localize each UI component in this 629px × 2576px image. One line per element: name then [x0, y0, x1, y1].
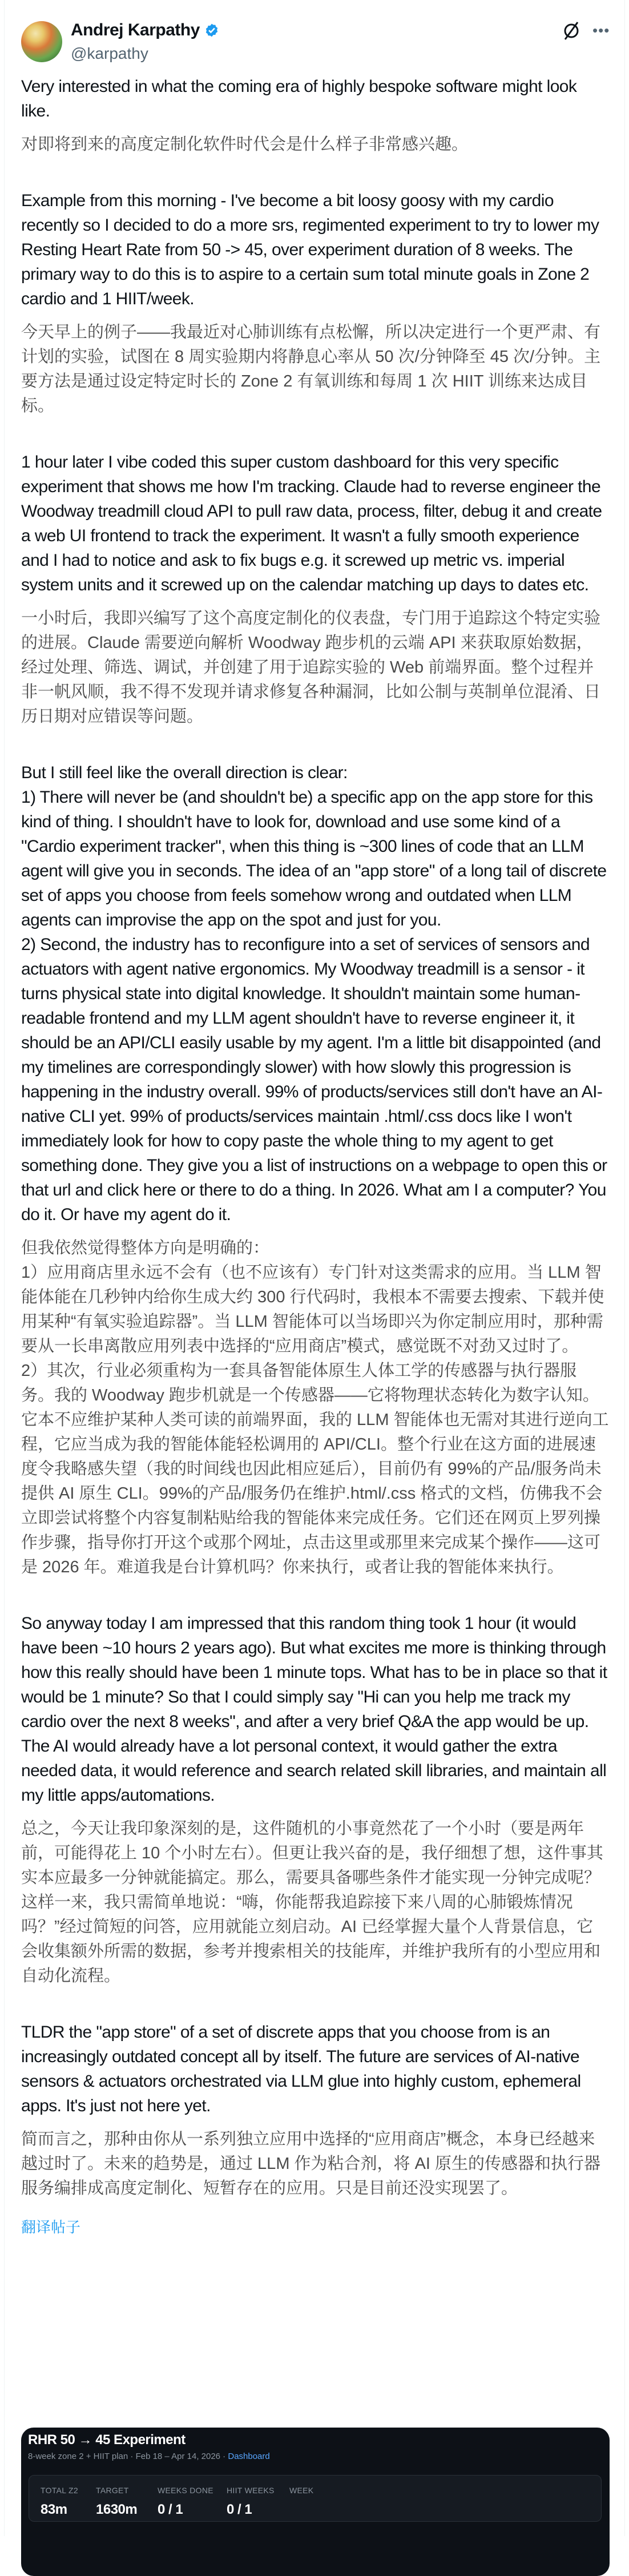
paragraph-zh: 简而言之，那种由你从一系列独立应用中选择的“应用商店”概念，本身已经越来越过时了。未来的趋势是，通过 LLM 作为粘合剂，将 AI 原生的传感器和执行器服务编排成高度定制化、短暂存在的应用。只是目前还没实现罢了。	[21, 2130, 601, 2197]
dashboard-subtitle-text: 8-week zone 2 + HIIT plan · Feb 18 – Apr 14, 2026 ·	[28, 2452, 228, 2461]
paragraph-pair	[21, 760, 609, 1580]
stat-value: 0 / 1	[227, 2502, 252, 2517]
stats-panel	[29, 2475, 602, 2522]
paragraph-zh: 今天早上的例子——我最近对心肺训练有点松懈，所以决定进行一个更严肃、有计划的实验，试图在 8 周实验期内将静息心率从 50 次/分钟降至 45 次/分钟。主要方法是通过设定特定时长的 Zone 2 有氧训练和每周 1 次 HIIT 训练来达成目标。	[21, 323, 601, 415]
stat-target	[96, 2486, 137, 2518]
verified-badge-icon	[204, 23, 219, 38]
translate-post-link[interactable]: 翻译帖子	[21, 2219, 81, 2236]
paragraph-pair	[21, 188, 609, 418]
stat-weeks-done	[158, 2486, 213, 2518]
paragraph-en: But I still feel like the overall direction is clear: 1) There will never be (and shouldn't be) a specific app on the app store for this kind of thing. I shouldn't have to look for, download and use some kind of a "Cardio experiment tracker", when this thing is ~300 lines of code that an LLM agent will give you in seconds. The idea of an "app store" of a long tail of discrete set of apps you choose from feels somehow wrong and outdated when LLM agents can improvise the app on the spot and just for you. 2) Second, the industry has to reconfigure into a set of services of sensors and actuators with agent native ergonomics. My Woodway treadmill is a sensor - it turns physical state into digital knowledge. It shouldn't maintain some human-readable frontend and my LLM agent shouldn't have to reverse engineer it, it should be an API/CLI easily usable by my agent. I'm a little bit disappointed (and my timelines are correspondingly slower) with how slowly this progression is happening in the industry overall. 99% of products/services still don't have an AI-native CLI yet. 99% of products/services maintain .html/.css docs like I won't immediately look for how to copy paste the whole thing to my agent to get something done. They give you a list of instructions on a webpage to open this or that url and click here or there to do a thing. In 2026. What am I a computer? You do it. Or have my agent do it.	[21, 763, 607, 1224]
dashboard-subtitle	[28, 2452, 270, 2461]
author-name[interactable]	[71, 21, 219, 40]
avatar[interactable]	[21, 21, 62, 62]
paragraph-pair	[21, 1611, 609, 1989]
stat-label: TARGET	[96, 2486, 129, 2495]
paragraph-zh: 总之，今天让我印象深刻的是，这件随机的小事竟然花了一个小时（要是两年前，可能得花上 10 个小时左右）。但更让我兴奋的是，我仔细想了想，这件事其实本应最多一分钟就能搞定。那么，需要具备哪些条件才能实现一分钟完成呢？这样一来，我只需简单地说：“嗨，你能帮我追踪接下来八周的心肺锻炼情况吗？”经过简短的问答，应用就能立刻启动。AI 已经掌握大量个人背景信息，它会收集额外所需的数据，参考并搜索相关的技能库，并维护我所有的小型应用和自动化流程。	[21, 1820, 603, 1985]
paragraph-pair	[21, 74, 609, 157]
stat-value: 1630m	[96, 2502, 138, 2517]
paragraph-en: Example from this morning - I've become a bit loosy goosy with my cardio recently so I decided to do a more srs, regimented experiment to try to lower my Resting Heart Rate from 50 -> 45, over experiment duration of 8 weeks. The primary way to do this is to aspire to a certain sum total minute goals in Zone 2 cardio and 1 HIIT/week.	[21, 191, 599, 308]
stat-hiit-weeks	[227, 2486, 275, 2518]
paragraph-zh: 对即将到来的高度定制化软件时代会是什么样子非常感兴趣。	[21, 135, 469, 154]
paragraph-zh: 一小时后，我即兴编写了这个高度定制化的仪表盘，专门用于追踪这个特定实验的进展。Claude 需要逆向解析 Woodway 跑步机的云端 API 来获取原始数据，经过处理、筛选、调试，并创建了用于追踪实验的 Web 前端界面。整个过程并非一帆风顺，我不得不发现并请求修复各种漏洞，比如公制与英制单位混淆、日历日期对应错误等问题。	[21, 609, 601, 726]
dashboard-link[interactable]: Dashboard	[228, 2452, 270, 2461]
author-handle[interactable]: @karpathy	[71, 45, 148, 62]
grok-icon[interactable]	[562, 21, 580, 41]
stat-label: WEEKS DONE	[158, 2486, 213, 2495]
paragraph-en: 1 hour later I vibe coded this super custom dashboard for this very specific experiment that shows me how I'm tracking. Claude had to reverse engineer the Woodway treadmill cloud API to pull raw data, process, filter, debug it and create a web UI frontend to track the experiment. It wasn't a fully smooth experience and I had to notice and ask to fix bugs e.g. it screwed up metric vs. imperial system units and it screwed up on the calendar matching up days to dates etc.	[21, 453, 602, 594]
stat-label: HIIT WEEKS	[227, 2486, 275, 2495]
stat-value: 83m	[41, 2502, 67, 2517]
stat-value: 0 / 1	[158, 2502, 183, 2517]
paragraph-en: TLDR the "app store" of a set of discrete apps that you choose from is an increasingly outdated concept all by itself. The future are services of AI-native sensors & actuators orchestrated via LLM glue into highly custom, ephemeral apps. It's just not here yet.	[21, 2023, 581, 2115]
paragraph-en: Very interested in what the coming era of highly bespoke software might look like.	[21, 77, 577, 120]
paragraph-zh: 但我依然觉得整体方向是明确的： 1）应用商店里永远不会有（也不应该有）专门针对这类需求的应用。当 LLM 智能体能在几秒钟内给你生成大约 300 行代码时，我根本不需要去搜索、下载并使用某种“有氧实验追踪器”。当 LLM 智能体可以当场即兴为你定制应用时，那种需要从一长串离散应用列表中选择的“应用商店”模式，感觉既不对劲又过时了。 2）其次，行业必须重构为一套具备智能体原生人体工学的传感器与执行器服务。我的 Woodway 跑步机就是一个传感器——它将物理状态转化为数字认知。它本不应维护某种人类可读的前端界面，我的 LLM 智能体也无需对其进行逆向工程，它应当成为我的智能体能轻松调用的 API/CLI。整个行业在这方面的进展速度令我略感失望（我的时间线也因此相应延后），目前仍有 99%的产品/服务尚未提供 AI 原生 CLI。99%的产品/服务仍在维护.html/.css 格式的文档，仿佛我不会立即尝试将整个内容复制粘贴给我的智能体来完成任务。它们还在网页上罗列操作步骤，指导你打开这个或那个网址，点击这里或那里来完成某个操作——这可是 2026 年。难道我是台计算机吗？你来执行，或者让我的智能体来执行。	[21, 1239, 609, 1576]
stat-label: TOTAL Z2	[41, 2486, 78, 2495]
paragraph-en: So anyway today I am impressed that this random thing took 1 hour (it would have been ~10 hours 2 years ago). But what excites me more is thinking through how this really should have been 1 minute tops. What has to be in place so that it would be 1 minute? So that I could simply say "Hi can you help me track my cardio over the next 8 weeks", and after a very brief Q&A the app would be up. The AI would already have a lot personal context, it would gather the extra needed data, it would reference and search related skill libraries, and maintain all my little apps/automations.	[21, 1614, 607, 1805]
paragraph-pair	[21, 2020, 609, 2201]
more-icon[interactable]: •••	[592, 22, 610, 39]
paragraph-pair	[21, 450, 609, 729]
dashboard-title: RHR 50 → 45 Experiment	[28, 2432, 186, 2448]
dashboard-screenshot[interactable]	[21, 2428, 610, 2576]
stat-label: WEEK	[289, 2486, 314, 2495]
post-body	[21, 74, 609, 2237]
stat-total-z2	[41, 2486, 78, 2518]
author-name-text: Andrej Karpathy	[71, 21, 200, 39]
stat-week	[289, 2486, 313, 2502]
